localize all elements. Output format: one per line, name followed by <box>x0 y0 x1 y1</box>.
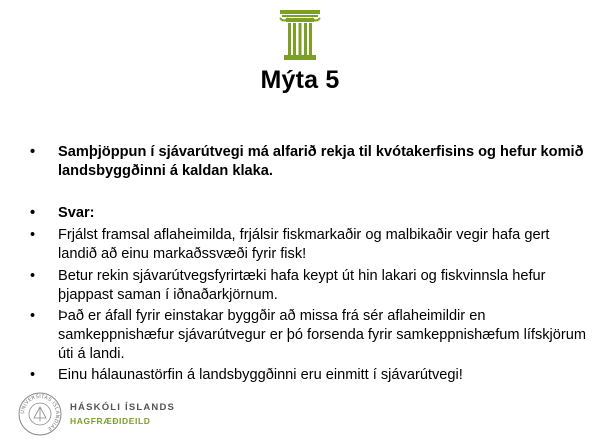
seal-text: UNIVERSITAS ISLANDIAE <box>19 393 61 432</box>
bullet-text: Betur rekin sjávarútvegsfyrirtæki hafa keypt út hin lakari og fiskvinnsla hefur þjappast saman í iðnaðarkjörnum. <box>58 268 546 303</box>
bullet-marker: • <box>30 205 36 221</box>
bullet-text: Samþjöppun í sjávarútvegi má alfarið rekja til kvótakerfisins og hefur komið landsbyggðinni á kaldan klaka. <box>58 144 584 179</box>
bullet-text: Svar: <box>58 205 95 221</box>
slide-title: Mýta 5 <box>260 66 340 94</box>
bullet-marker: • <box>30 308 36 324</box>
university-name: HÁSKÓLI ÍSLANDS <box>70 402 176 413</box>
department-name: HAGFRÆÐIDEILD <box>70 416 151 426</box>
bullet-text: Frjálst framsal aflaheimilda, frjálsir fiskmarkaðir og malbikaðir vegir hafa gert landið að einu markaðssvæði fyrir fisk! <box>58 227 550 262</box>
bullet-marker: • <box>30 268 36 284</box>
bullet-text: Einu hálaunastörfin á landsbyggðinni eru einmitt í sjávarútvegi! <box>58 367 463 383</box>
footer-branding <box>18 392 278 438</box>
university-seal-icon <box>18 392 62 436</box>
bullet-marker: • <box>30 227 36 243</box>
greek-column-logo-icon <box>278 10 322 60</box>
bullet-marker: • <box>30 144 36 160</box>
bullet-text: Það er áfall fyrir einstakar byggðir að missa frá sér aflaheimildir en samkeppnishæfur sjávarútvegur er þó forsenda fyrir samkeppnishæfum lífskjörum úti á landi. <box>58 308 587 362</box>
bullet-marker: • <box>30 367 36 383</box>
